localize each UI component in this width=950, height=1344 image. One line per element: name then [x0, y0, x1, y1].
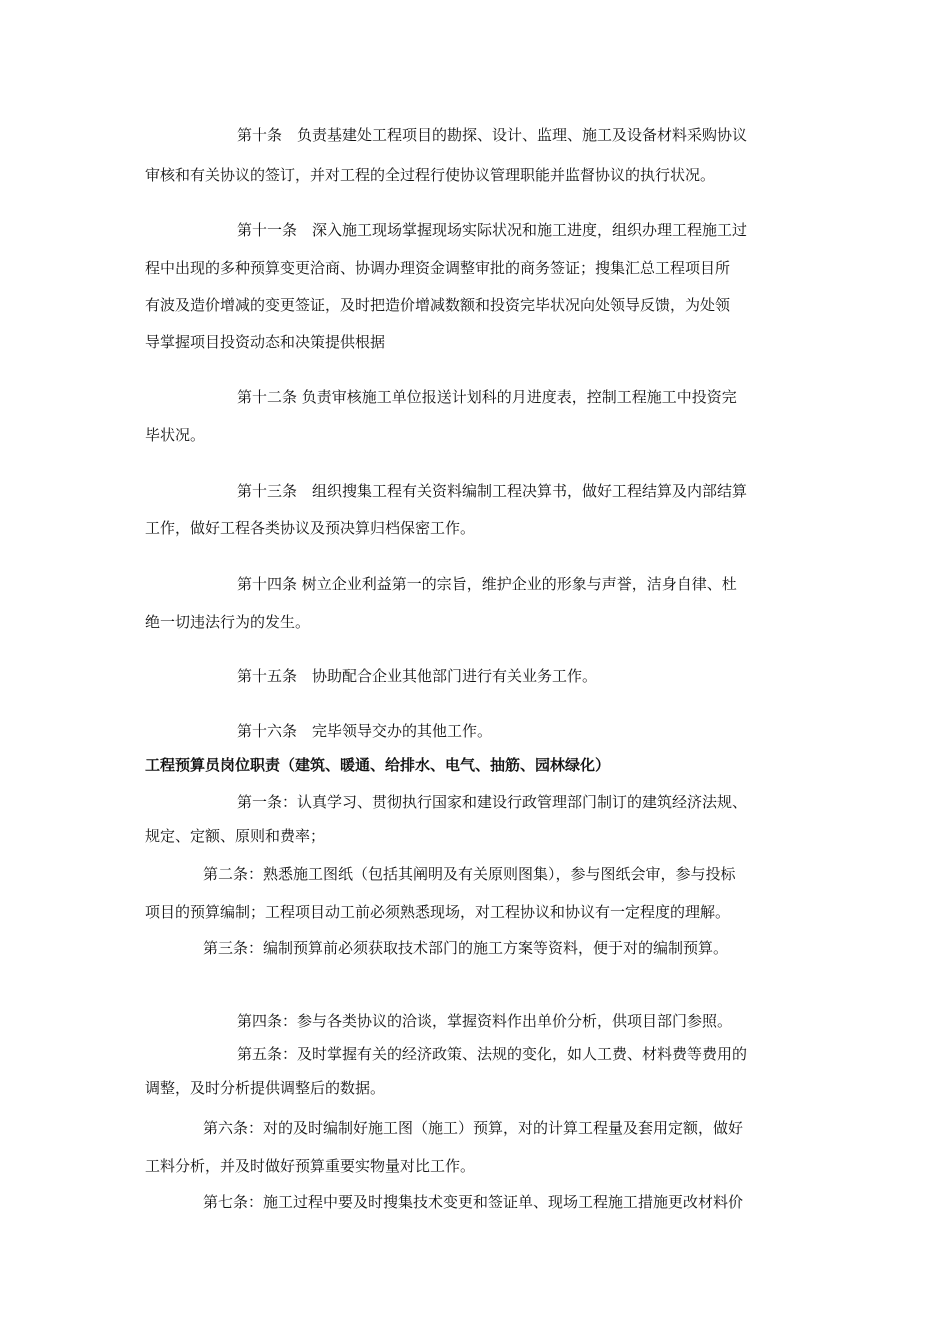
text-line: 绝一切违法行为的发生。	[145, 613, 311, 631]
text-line: 第二条：熟悉施工图纸（包括其阐明及有关原则图集），参与图纸会审，参与投标	[203, 865, 736, 883]
text-line: 第十四条 树立企业利益第一的宗旨，维护企业的形象与声誉，洁身自律、杜	[237, 575, 737, 593]
text-line: 第十六条 完毕领导交办的其他工作。	[237, 722, 493, 740]
text-line: 第六条：对的及时编制好施工图（施工）预算，对的计算工程量及套用定额，做好	[203, 1119, 744, 1137]
text-line: 第一条：认真学习、贯彻执行国家和建设行政管理部门制订的建筑经济法规、	[237, 793, 748, 811]
text-line: 项目的预算编制；工程项目动工前必须熟悉现场，对工程协议和协议有一定程度的理解。	[145, 903, 731, 921]
text-line: 第十三条 组织搜集工程有关资料编制工程决算书，做好工程结算及内部结算	[237, 482, 748, 500]
text-line: 第五条：及时掌握有关的经济政策、法规的变化，如人工费、材料费等费用的	[237, 1045, 748, 1063]
text-line: 程中出现的多种预算变更洽商、协调办理资金调整审批的商务签证；搜集汇总工程项目所	[145, 259, 731, 277]
text-line: 第十二条 负责审核施工单位报送计划科的月进度表，控制工程施工中投资完	[237, 388, 737, 406]
text-line: 调整，及时分析提供调整后的数据。	[145, 1079, 386, 1097]
text-line: 第十一条 深入施工现场掌握现场实际状况和施工进度，组织办理工程施工过	[237, 221, 748, 239]
text-line: 第三条：编制预算前必须获取技术部门的施工方案等资料，便于对的编制预算。	[203, 939, 729, 957]
text-line: 工料分析，并及时做好预算重要实物量对比工作。	[145, 1157, 476, 1175]
section-heading: 工程预算员岗位职责（建筑、暖通、给排水、电气、抽筋、园林绿化）	[145, 756, 611, 774]
text-line: 毕状况。	[145, 426, 206, 444]
text-line: 有波及造价增减的变更签证，及时把造价增减数额和投资完毕状况向处领导反馈，为处领	[145, 296, 731, 314]
text-line: 导掌握项目投资动态和决策提供根据	[145, 333, 386, 351]
text-line: 第十五条 协助配合企业其他部门进行有关业务工作。	[237, 667, 598, 685]
text-line: 第十条 负责基建处工程项目的勘探、设计、监理、施工及设备材料采购协议	[237, 126, 748, 144]
text-line: 第七条：施工过程中要及时搜集技术变更和签证单、现场工程施工措施更改材料价	[203, 1193, 744, 1211]
text-line: 第四条：参与各类协议的洽谈，掌握资料作出单价分析，供项目部门参照。	[237, 1012, 733, 1030]
text-line: 工作，做好工程各类协议及预决算归档保密工作。	[145, 519, 476, 537]
text-line: 审核和有关协议的签订，并对工程的全过程行使协议管理职能并监督协议的执行状况。	[145, 166, 716, 184]
text-line: 规定、定额、原则和费率；	[145, 827, 326, 845]
